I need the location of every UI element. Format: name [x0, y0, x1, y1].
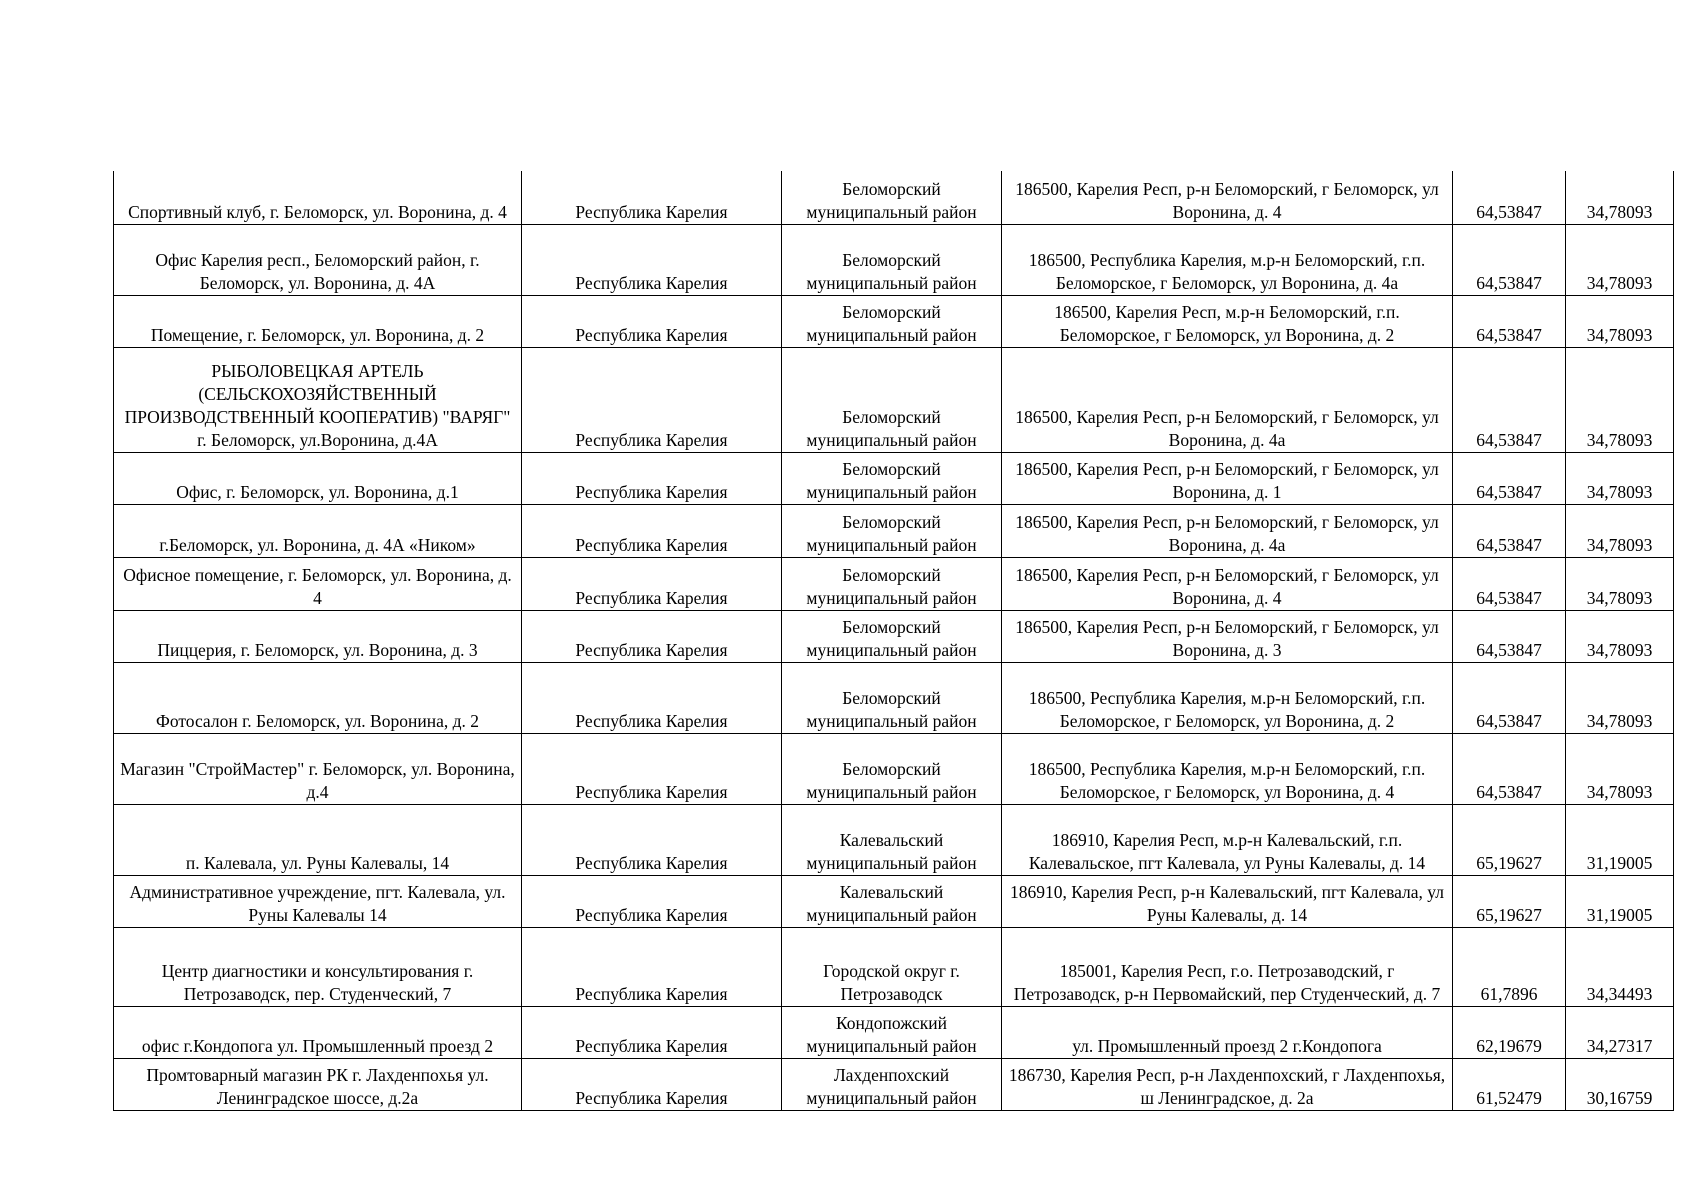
longitude-cell: 34,78093: [1566, 295, 1674, 347]
district-cell: Калевальский муниципальный район: [782, 875, 1002, 927]
latitude-cell: 64,53847: [1453, 452, 1566, 504]
address-cell: ул. Промышленный проезд 2 г.Кондопога: [1002, 1006, 1453, 1058]
region-cell: Республика Карелия: [522, 295, 782, 347]
longitude-cell: 34,78093: [1566, 452, 1674, 504]
longitude-cell: 31,19005: [1566, 804, 1674, 875]
object-name: Центр диагностики и консультирования г. Петрозаводск, пер. Студенческий, 7: [114, 927, 522, 1006]
address-cell: 186500, Карелия Респ, м.р-н Беломорский, г.п. Беломорское, г Беломорск, ул Воронина, д. 2: [1002, 295, 1453, 347]
district-cell: Беломорский муниципальный район: [782, 662, 1002, 733]
longitude-cell: 34,78093: [1566, 733, 1674, 804]
latitude-cell: 64,53847: [1453, 662, 1566, 733]
table-row: [114, 610, 1674, 662]
region-cell: Республика Карелия: [522, 557, 782, 610]
object-name: РЫБОЛОВЕЦКАЯ АРТЕЛЬ (СЕЛЬСКОХОЗЯЙСТВЕННЫЙ ПРОИЗВОДСТВЕННЫЙ КООПЕРАТИВ) "ВАРЯГ" г. Беломорск, ул.Воронина, д.4А: [114, 347, 522, 452]
longitude-cell: 34,78093: [1566, 347, 1674, 452]
address-table: [113, 171, 1674, 1111]
district-cell: Беломорский муниципальный район: [782, 557, 1002, 610]
latitude-cell: 61,7896: [1453, 927, 1566, 1006]
district-cell: Беломорский муниципальный район: [782, 610, 1002, 662]
latitude-cell: 61,52479: [1453, 1058, 1566, 1110]
longitude-cell: 34,78093: [1566, 171, 1674, 224]
district-cell: Беломорский муниципальный район: [782, 295, 1002, 347]
region-cell: Республика Карелия: [522, 927, 782, 1006]
latitude-cell: 64,53847: [1453, 295, 1566, 347]
region-cell: Республика Карелия: [522, 804, 782, 875]
address-cell: 186500, Карелия Респ, р-н Беломорский, г Беломорск, ул Воронина, д. 1: [1002, 452, 1453, 504]
region-cell: Республика Карелия: [522, 662, 782, 733]
district-cell: Лахденпохский муниципальный район: [782, 1058, 1002, 1110]
object-name: Офис Карелия респ., Беломорский район, г. Беломорск, ул. Воронина, д. 4А: [114, 224, 522, 295]
address-cell: 185001, Карелия Респ, г.о. Петрозаводский, г Петрозаводск, р-н Первомайский, пер Студенческий, д. 7: [1002, 927, 1453, 1006]
object-name: Фотосалон г. Беломорск, ул. Воронина, д. 2: [114, 662, 522, 733]
object-name: Пиццерия, г. Беломорск, ул. Воронина, д. 3: [114, 610, 522, 662]
table-row: [114, 347, 1674, 452]
address-cell: 186500, Карелия Респ, р-н Беломорский, г Беломорск, ул Воронина, д. 4: [1002, 557, 1453, 610]
address-cell: 186730, Карелия Респ, р-н Лахденпохский, г Лахденпохья, ш Ленинградское, д. 2а: [1002, 1058, 1453, 1110]
table-row: [114, 927, 1674, 1006]
table-row: [114, 662, 1674, 733]
table-row: [114, 224, 1674, 295]
address-cell: 186500, Карелия Респ, р-н Беломорский, г Беломорск, ул Воронина, д. 3: [1002, 610, 1453, 662]
object-name: Помещение, г. Беломорск, ул. Воронина, д. 2: [114, 295, 522, 347]
longitude-cell: 34,78093: [1566, 662, 1674, 733]
latitude-cell: 65,19627: [1453, 804, 1566, 875]
latitude-cell: 64,53847: [1453, 557, 1566, 610]
address-cell: 186500, Республика Карелия, м.р-н Беломорский, г.п. Беломорское, г Беломорск, ул Воронина, д. 4: [1002, 733, 1453, 804]
latitude-cell: 64,53847: [1453, 224, 1566, 295]
latitude-cell: 65,19627: [1453, 875, 1566, 927]
region-cell: Республика Карелия: [522, 610, 782, 662]
region-cell: Республика Карелия: [522, 1006, 782, 1058]
longitude-cell: 34,34493: [1566, 927, 1674, 1006]
latitude-cell: 64,53847: [1453, 347, 1566, 452]
region-cell: Республика Карелия: [522, 504, 782, 557]
address-cell: 186500, Республика Карелия, м.р-н Беломорский, г.п. Беломорское, г Беломорск, ул Воронина, д. 4а: [1002, 224, 1453, 295]
object-name: Административное учреждение, пгт. Калевала, ул. Руны Калевалы 14: [114, 875, 522, 927]
longitude-cell: 31,19005: [1566, 875, 1674, 927]
table-row: [114, 1006, 1674, 1058]
object-name: офис г.Кондопога ул. Промышленный проезд 2: [114, 1006, 522, 1058]
district-cell: Беломорский муниципальный район: [782, 224, 1002, 295]
region-cell: Республика Карелия: [522, 347, 782, 452]
region-cell: Республика Карелия: [522, 733, 782, 804]
latitude-cell: 64,53847: [1453, 610, 1566, 662]
latitude-cell: 62,19679: [1453, 1006, 1566, 1058]
district-cell: Городской округ г. Петрозаводск: [782, 927, 1002, 1006]
object-name: п. Калевала, ул. Руны Калевалы, 14: [114, 804, 522, 875]
district-cell: Кондопожский муниципальный район: [782, 1006, 1002, 1058]
object-name: Офис, г. Беломорск, ул. Воронина, д.1: [114, 452, 522, 504]
region-cell: Республика Карелия: [522, 1058, 782, 1110]
table-row: [114, 452, 1674, 504]
longitude-cell: 30,16759: [1566, 1058, 1674, 1110]
longitude-cell: 34,78093: [1566, 224, 1674, 295]
address-cell: 186500, Республика Карелия, м.р-н Беломорский, г.п. Беломорское, г Беломорск, ул Воронина, д. 2: [1002, 662, 1453, 733]
address-cell: 186500, Карелия Респ, р-н Беломорский, г Беломорск, ул Воронина, д. 4а: [1002, 504, 1453, 557]
address-cell: 186500, Карелия Респ, р-н Беломорский, г Беломорск, ул Воронина, д. 4а: [1002, 347, 1453, 452]
table-row: [114, 1058, 1674, 1110]
region-cell: Республика Карелия: [522, 224, 782, 295]
object-name: г.Беломорск, ул. Воронина, д. 4А «Ником»: [114, 504, 522, 557]
object-name: Промтоварный магазин РК г. Лахденпохья ул. Ленинградское шоссе, д.2а: [114, 1058, 522, 1110]
table-row: [114, 171, 1674, 224]
table-row: [114, 733, 1674, 804]
table-row: [114, 295, 1674, 347]
object-name: Магазин "СтройМастер" г. Беломорск, ул. Воронина, д.4: [114, 733, 522, 804]
region-cell: Республика Карелия: [522, 452, 782, 504]
district-cell: Беломорский муниципальный район: [782, 347, 1002, 452]
table-row: [114, 557, 1674, 610]
longitude-cell: 34,78093: [1566, 557, 1674, 610]
address-cell: 186910, Карелия Респ, м.р-н Калевальский, г.п. Калевальское, пгт Калевала, ул Руны Калевалы, д. 14: [1002, 804, 1453, 875]
latitude-cell: 64,53847: [1453, 733, 1566, 804]
latitude-cell: 64,53847: [1453, 504, 1566, 557]
object-name: Офисное помещение, г. Беломорск, ул. Воронина, д. 4: [114, 557, 522, 610]
district-cell: Беломорский муниципальный район: [782, 171, 1002, 224]
region-cell: Республика Карелия: [522, 875, 782, 927]
longitude-cell: 34,78093: [1566, 610, 1674, 662]
district-cell: Беломорский муниципальный район: [782, 452, 1002, 504]
table-row: [114, 804, 1674, 875]
longitude-cell: 34,78093: [1566, 504, 1674, 557]
table-row: [114, 875, 1674, 927]
longitude-cell: 34,27317: [1566, 1006, 1674, 1058]
address-cell: 186910, Карелия Респ, р-н Калевальский, пгт Калевала, ул Руны Калевалы, д. 14: [1002, 875, 1453, 927]
latitude-cell: 64,53847: [1453, 171, 1566, 224]
address-cell: 186500, Карелия Респ, р-н Беломорский, г Беломорск, ул Воронина, д. 4: [1002, 171, 1453, 224]
district-cell: Беломорский муниципальный район: [782, 733, 1002, 804]
table-row: [114, 504, 1674, 557]
district-cell: Беломорский муниципальный район: [782, 504, 1002, 557]
region-cell: Республика Карелия: [522, 171, 782, 224]
object-name: Спортивный клуб, г. Беломорск, ул. Воронина, д. 4: [114, 171, 522, 224]
district-cell: Калевальский муниципальный район: [782, 804, 1002, 875]
